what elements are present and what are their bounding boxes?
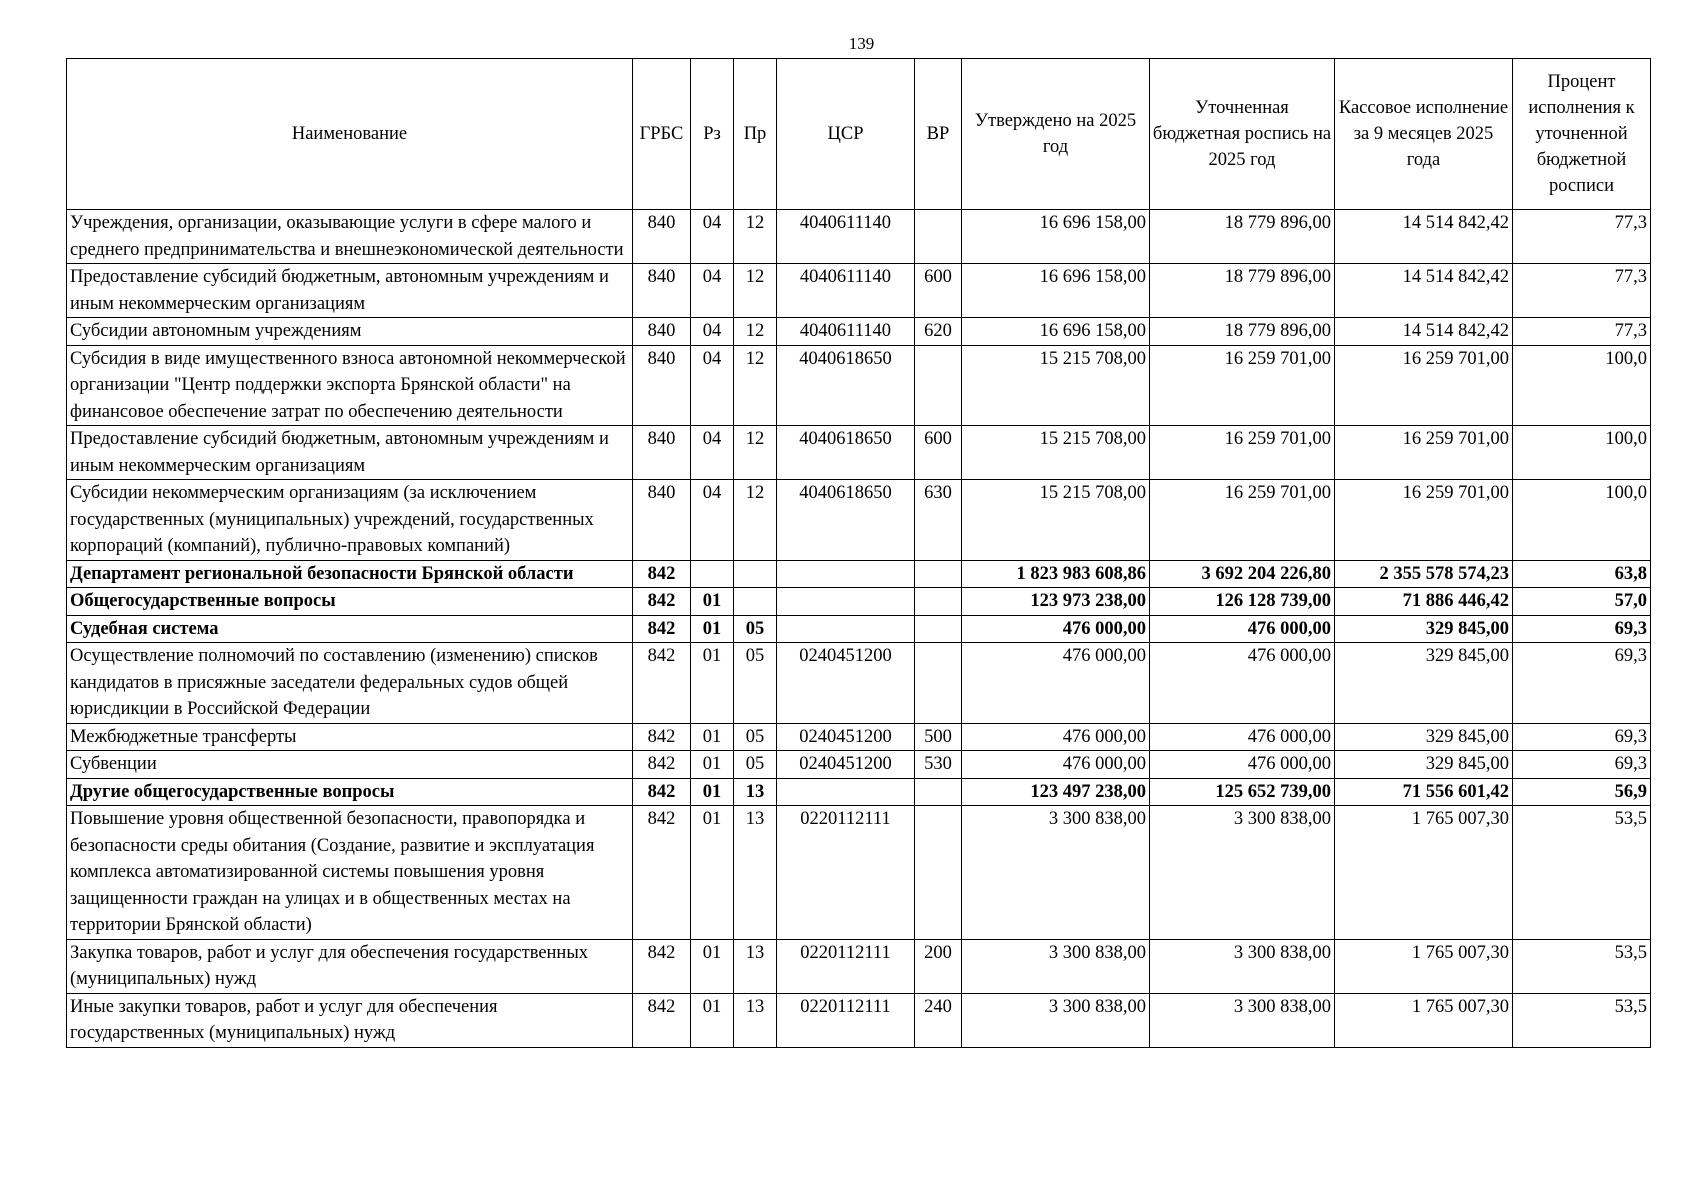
cell-pr: 05 <box>734 723 777 751</box>
cell-refined: 476 000,00 <box>1150 615 1335 643</box>
table-header-row <box>67 59 1651 210</box>
cell-csr: 0240451200 <box>777 751 915 779</box>
cell-grbs: 842 <box>633 615 691 643</box>
table-row <box>67 993 1651 1047</box>
cell-grbs: 842 <box>633 993 691 1047</box>
cell-pr: 12 <box>734 345 777 426</box>
cell-pr: 12 <box>734 318 777 346</box>
cell-refined: 18 779 896,00 <box>1150 318 1335 346</box>
cell-rz: 01 <box>691 806 734 940</box>
header-grbs: ГРБС <box>633 59 691 210</box>
cell-grbs: 842 <box>633 806 691 940</box>
cell-name: Другие общегосударственные вопросы <box>67 778 633 806</box>
cell-cash: 329 845,00 <box>1335 751 1513 779</box>
cell-pr: 12 <box>734 480 777 561</box>
cell-refined: 16 259 701,00 <box>1150 480 1335 561</box>
cell-approved: 3 300 838,00 <box>962 993 1150 1047</box>
cell-grbs: 840 <box>633 345 691 426</box>
cell-cash: 14 514 842,42 <box>1335 318 1513 346</box>
cell-rz: 01 <box>691 778 734 806</box>
table-row <box>67 806 1651 940</box>
cell-csr: 0220112111 <box>777 806 915 940</box>
budget-table <box>66 58 1651 1048</box>
cell-cash: 329 845,00 <box>1335 643 1513 724</box>
cell-pr <box>734 560 777 588</box>
cell-rz: 04 <box>691 426 734 480</box>
cell-vr: 530 <box>915 751 962 779</box>
cell-grbs: 842 <box>633 560 691 588</box>
cell-vr <box>915 615 962 643</box>
header-approved: Утверждено на 2025 год <box>962 59 1150 210</box>
table-row <box>67 210 1651 264</box>
cell-csr: 0220112111 <box>777 939 915 993</box>
cell-grbs: 842 <box>633 778 691 806</box>
cell-approved: 16 696 158,00 <box>962 318 1150 346</box>
cell-percent: 53,5 <box>1513 939 1651 993</box>
cell-vr: 500 <box>915 723 962 751</box>
table-row <box>67 939 1651 993</box>
table-row <box>67 426 1651 480</box>
cell-name: Учреждения, организации, оказывающие услуги в сфере малого и среднего предпринимательства и внешнеэкономической деятельности <box>67 210 633 264</box>
cell-percent: 56,9 <box>1513 778 1651 806</box>
header-name: Наименование <box>67 59 633 210</box>
cell-rz: 01 <box>691 643 734 724</box>
header-cash: Кассовое исполнение за 9 месяцев 2025 года <box>1335 59 1513 210</box>
cell-csr: 4040611140 <box>777 264 915 318</box>
table-row <box>67 345 1651 426</box>
cell-name: Субвенции <box>67 751 633 779</box>
cell-grbs: 840 <box>633 210 691 264</box>
cell-csr <box>777 560 915 588</box>
cell-approved: 476 000,00 <box>962 615 1150 643</box>
cell-name: Осуществление полномочий по составлению (изменению) списков кандидатов в присяжные заседатели федеральных судов общей юрисдикции в Российской Федерации <box>67 643 633 724</box>
cell-pr: 05 <box>734 643 777 724</box>
cell-vr <box>915 806 962 940</box>
cell-rz: 04 <box>691 480 734 561</box>
cell-percent: 100,0 <box>1513 480 1651 561</box>
cell-refined: 476 000,00 <box>1150 751 1335 779</box>
cell-grbs: 842 <box>633 939 691 993</box>
cell-rz: 01 <box>691 751 734 779</box>
header-percent: Процент исполнения к уточненной бюджетной росписи <box>1513 59 1651 210</box>
cell-rz: 01 <box>691 615 734 643</box>
cell-pr: 12 <box>734 264 777 318</box>
cell-cash: 2 355 578 574,23 <box>1335 560 1513 588</box>
cell-approved: 3 300 838,00 <box>962 806 1150 940</box>
cell-rz: 04 <box>691 210 734 264</box>
table-row <box>67 751 1651 779</box>
cell-rz: 01 <box>691 588 734 616</box>
cell-approved: 476 000,00 <box>962 723 1150 751</box>
cell-rz: 01 <box>691 993 734 1047</box>
cell-grbs: 842 <box>633 751 691 779</box>
table-row <box>67 480 1651 561</box>
cell-name: Предоставление субсидий бюджетным, автономным учреждениям и иным некоммерческим организациям <box>67 426 633 480</box>
table-row <box>67 318 1651 346</box>
cell-cash: 329 845,00 <box>1335 615 1513 643</box>
cell-name: Судебная система <box>67 615 633 643</box>
cell-percent: 53,5 <box>1513 993 1651 1047</box>
cell-csr: 0220112111 <box>777 993 915 1047</box>
cell-rz <box>691 560 734 588</box>
cell-percent: 69,3 <box>1513 643 1651 724</box>
cell-percent: 77,3 <box>1513 210 1651 264</box>
cell-cash: 1 765 007,30 <box>1335 806 1513 940</box>
cell-refined: 476 000,00 <box>1150 643 1335 724</box>
cell-pr: 13 <box>734 806 777 940</box>
cell-grbs: 842 <box>633 723 691 751</box>
cell-cash: 71 556 601,42 <box>1335 778 1513 806</box>
cell-vr <box>915 560 962 588</box>
cell-approved: 476 000,00 <box>962 751 1150 779</box>
cell-name: Предоставление субсидий бюджетным, автономным учреждениям и иным некоммерческим организациям <box>67 264 633 318</box>
header-vr: ВР <box>915 59 962 210</box>
cell-grbs: 840 <box>633 318 691 346</box>
cell-csr: 4040618650 <box>777 480 915 561</box>
cell-approved: 16 696 158,00 <box>962 264 1150 318</box>
cell-name: Межбюджетные трансферты <box>67 723 633 751</box>
cell-cash: 14 514 842,42 <box>1335 210 1513 264</box>
cell-name: Иные закупки товаров, работ и услуг для обеспечения государственных (муниципальных) нужд <box>67 993 633 1047</box>
cell-percent: 100,0 <box>1513 345 1651 426</box>
cell-refined: 126 128 739,00 <box>1150 588 1335 616</box>
header-rz: Рз <box>691 59 734 210</box>
table-row <box>67 588 1651 616</box>
cell-pr: 05 <box>734 751 777 779</box>
cell-cash: 329 845,00 <box>1335 723 1513 751</box>
cell-cash: 14 514 842,42 <box>1335 264 1513 318</box>
cell-rz: 01 <box>691 939 734 993</box>
cell-pr: 12 <box>734 426 777 480</box>
cell-vr: 630 <box>915 480 962 561</box>
cell-approved: 3 300 838,00 <box>962 939 1150 993</box>
cell-rz: 04 <box>691 264 734 318</box>
cell-refined: 3 300 838,00 <box>1150 939 1335 993</box>
table-row <box>67 264 1651 318</box>
cell-vr <box>915 210 962 264</box>
cell-vr: 600 <box>915 426 962 480</box>
cell-pr: 13 <box>734 778 777 806</box>
cell-csr: 0240451200 <box>777 643 915 724</box>
cell-cash: 1 765 007,30 <box>1335 993 1513 1047</box>
cell-name: Департамент региональной безопасности Брянской области <box>67 560 633 588</box>
table-row <box>67 615 1651 643</box>
cell-refined: 3 300 838,00 <box>1150 993 1335 1047</box>
cell-rz: 01 <box>691 723 734 751</box>
cell-approved: 123 973 238,00 <box>962 588 1150 616</box>
cell-refined: 476 000,00 <box>1150 723 1335 751</box>
header-refined: Уточненная бюджетная роспись на 2025 год <box>1150 59 1335 210</box>
cell-vr <box>915 345 962 426</box>
cell-vr: 620 <box>915 318 962 346</box>
cell-vr: 200 <box>915 939 962 993</box>
cell-approved: 1 823 983 608,86 <box>962 560 1150 588</box>
cell-cash: 71 886 446,42 <box>1335 588 1513 616</box>
cell-refined: 16 259 701,00 <box>1150 345 1335 426</box>
table-row <box>67 643 1651 724</box>
header-csr: ЦСР <box>777 59 915 210</box>
cell-approved: 15 215 708,00 <box>962 345 1150 426</box>
table-row <box>67 778 1651 806</box>
header-pr: Пр <box>734 59 777 210</box>
cell-grbs: 840 <box>633 480 691 561</box>
cell-percent: 77,3 <box>1513 318 1651 346</box>
cell-approved: 15 215 708,00 <box>962 426 1150 480</box>
cell-vr <box>915 643 962 724</box>
cell-refined: 16 259 701,00 <box>1150 426 1335 480</box>
cell-cash: 16 259 701,00 <box>1335 480 1513 561</box>
cell-refined: 18 779 896,00 <box>1150 210 1335 264</box>
cell-vr: 600 <box>915 264 962 318</box>
cell-name: Закупка товаров, работ и услуг для обеспечения государственных (муниципальных) нужд <box>67 939 633 993</box>
cell-approved: 15 215 708,00 <box>962 480 1150 561</box>
cell-approved: 123 497 238,00 <box>962 778 1150 806</box>
cell-percent: 69,3 <box>1513 615 1651 643</box>
cell-refined: 125 652 739,00 <box>1150 778 1335 806</box>
cell-approved: 16 696 158,00 <box>962 210 1150 264</box>
cell-percent: 77,3 <box>1513 264 1651 318</box>
cell-pr: 12 <box>734 210 777 264</box>
table-row <box>67 560 1651 588</box>
cell-refined: 18 779 896,00 <box>1150 264 1335 318</box>
cell-cash: 1 765 007,30 <box>1335 939 1513 993</box>
cell-percent: 53,5 <box>1513 806 1651 940</box>
cell-percent: 100,0 <box>1513 426 1651 480</box>
cell-cash: 16 259 701,00 <box>1335 426 1513 480</box>
cell-percent: 69,3 <box>1513 723 1651 751</box>
cell-csr: 4040611140 <box>777 210 915 264</box>
cell-grbs: 840 <box>633 264 691 318</box>
cell-rz: 04 <box>691 318 734 346</box>
page-number: 139 <box>848 34 875 53</box>
cell-name: Общегосударственные вопросы <box>67 588 633 616</box>
cell-pr: 13 <box>734 993 777 1047</box>
cell-refined: 3 300 838,00 <box>1150 806 1335 940</box>
cell-csr: 4040618650 <box>777 426 915 480</box>
cell-grbs: 842 <box>633 588 691 616</box>
cell-grbs: 840 <box>633 426 691 480</box>
cell-approved: 476 000,00 <box>962 643 1150 724</box>
cell-cash: 16 259 701,00 <box>1335 345 1513 426</box>
table-row <box>67 723 1651 751</box>
cell-pr <box>734 588 777 616</box>
cell-csr: 4040618650 <box>777 345 915 426</box>
cell-name: Субсидия в виде имущественного взноса автономной некоммерческой организации "Центр поддержки экспорта Брянской области" на финансовое обеспечение затрат по обеспечению деятельности <box>67 345 633 426</box>
cell-csr: 0240451200 <box>777 723 915 751</box>
cell-percent: 57,0 <box>1513 588 1651 616</box>
cell-rz: 04 <box>691 345 734 426</box>
cell-csr <box>777 778 915 806</box>
cell-name: Повышение уровня общественной безопасности, правопорядка и безопасности среды обитания (Создание, развитие и эксплуатация комплекса автоматизированной системы повышения уровня защищенности граждан на улицах и в общественных местах на территории Брянской области) <box>67 806 633 940</box>
cell-name: Субсидии автономным учреждениям <box>67 318 633 346</box>
cell-vr <box>915 588 962 616</box>
cell-name: Субсидии некоммерческим организациям (за исключением государственных (муниципальных) учреждений, государственных корпораций (компаний), публично-правовых компаний) <box>67 480 633 561</box>
cell-csr <box>777 588 915 616</box>
cell-vr <box>915 778 962 806</box>
cell-csr: 4040611140 <box>777 318 915 346</box>
cell-pr: 13 <box>734 939 777 993</box>
cell-percent: 63,8 <box>1513 560 1651 588</box>
cell-csr <box>777 615 915 643</box>
cell-percent: 69,3 <box>1513 751 1651 779</box>
cell-refined: 3 692 204 226,80 <box>1150 560 1335 588</box>
cell-pr: 05 <box>734 615 777 643</box>
cell-grbs: 842 <box>633 643 691 724</box>
cell-vr: 240 <box>915 993 962 1047</box>
